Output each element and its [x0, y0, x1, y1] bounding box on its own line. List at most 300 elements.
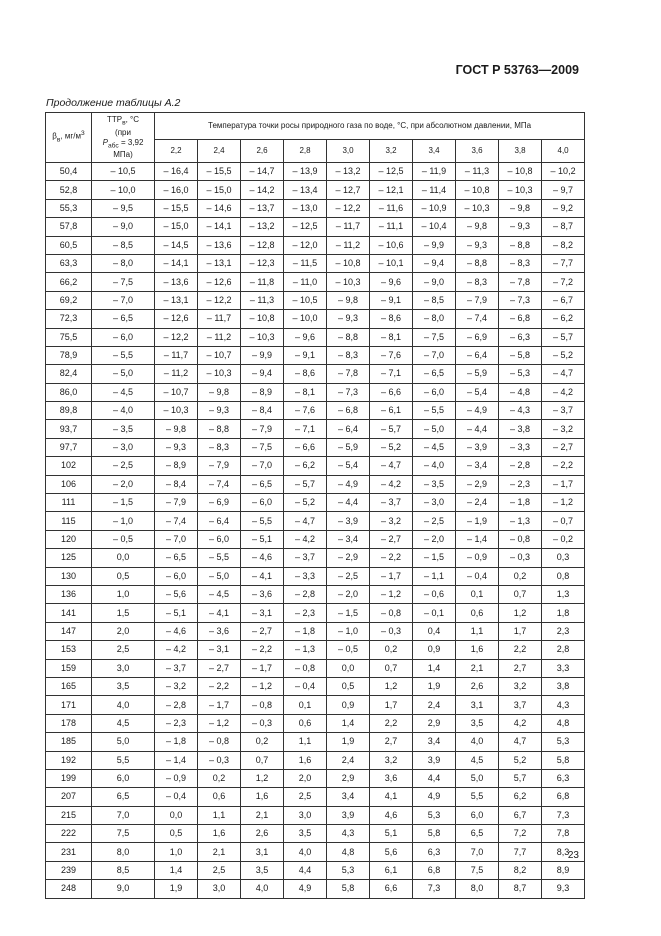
dew-point-cell: – 6,1: [370, 402, 413, 420]
dew-point-cell: 2,8: [542, 641, 585, 659]
dew-point-cell: 6,6: [370, 880, 413, 898]
pressure-header-cell: 4,0: [542, 140, 585, 163]
dew-point-cell: – 10,2: [542, 163, 585, 181]
dew-point-cell: – 13,4: [284, 181, 327, 199]
dew-point-cell: – 2,0: [327, 585, 370, 603]
dew-point-cell: – 4,0: [413, 457, 456, 475]
dew-point-cell: – 6,0: [413, 383, 456, 401]
dew-point-cell: 0,2: [499, 567, 542, 585]
dew-point-cell: – 4,2: [370, 475, 413, 493]
dew-point-cell: – 5,0: [413, 420, 456, 438]
dew-point-cell: – 9,3: [456, 236, 499, 254]
concentration-cell: 248: [46, 880, 92, 898]
hydrate-temperature-cell: – 0,5: [92, 530, 155, 548]
dew-point-cell: 2,5: [198, 861, 241, 879]
dew-point-cell: 8,7: [499, 880, 542, 898]
pressure-header-cell: 2,8: [284, 140, 327, 163]
table-row: [46, 641, 585, 659]
hydrate-temperature-cell: – 1,0: [92, 512, 155, 530]
table-row: [46, 402, 585, 420]
dew-point-cell: – 10,5: [284, 291, 327, 309]
hydrate-temperature-cell: – 7,0: [92, 291, 155, 309]
dew-point-cell: – 10,3: [499, 181, 542, 199]
dew-point-cell: – 10,3: [327, 273, 370, 291]
hydrate-temperature-cell: 5,5: [92, 751, 155, 769]
dew-point-cell: 4,3: [542, 696, 585, 714]
hydrate-temperature-cell: 8,0: [92, 843, 155, 861]
concentration-cell: 136: [46, 585, 92, 603]
dew-point-cell: – 5,6: [155, 585, 198, 603]
dew-point-cell: 7,3: [542, 806, 585, 824]
hydrate-temperature-cell: – 10,5: [92, 163, 155, 181]
dew-point-cell: – 6,6: [284, 438, 327, 456]
dew-point-cell: – 7,4: [155, 512, 198, 530]
dew-point-cell: – 10,8: [241, 310, 284, 328]
dew-point-cell: 3,3: [542, 659, 585, 677]
dew-point-cell: 1,6: [241, 788, 284, 806]
dew-point-cell: – 7,9: [198, 457, 241, 475]
dew-point-cell: 1,2: [241, 769, 284, 787]
table-row: [46, 254, 585, 272]
dew-point-cell: 0,5: [327, 677, 370, 695]
dew-point-cell: – 0,8: [499, 530, 542, 548]
dew-point-cell: – 6,8: [327, 402, 370, 420]
dew-point-cell: – 3,1: [198, 641, 241, 659]
concentration-cell: 178: [46, 714, 92, 732]
table-row: [46, 383, 585, 401]
dew-point-cell: 3,5: [284, 825, 327, 843]
dew-point-cell: 2,1: [241, 806, 284, 824]
pressure-header-cell: 3,0: [327, 140, 370, 163]
dew-point-cell: – 1,3: [284, 641, 327, 659]
dew-point-cell: – 8,5: [413, 291, 456, 309]
dew-point-cell: – 7,4: [456, 310, 499, 328]
dew-point-cell: 6,3: [413, 843, 456, 861]
dew-point-cell: 0,6: [198, 788, 241, 806]
dew-point-cell: – 3,9: [327, 512, 370, 530]
hydrate-temperature-cell: 0,0: [92, 549, 155, 567]
dew-point-cell: – 3,2: [370, 512, 413, 530]
dew-point-cell: 1,7: [499, 622, 542, 640]
dew-point-cell: – 12,2: [155, 328, 198, 346]
dew-point-cell: – 3,3: [499, 438, 542, 456]
table-row: [46, 181, 585, 199]
hydrate-temperature-cell: 6,5: [92, 788, 155, 806]
dew-point-cell: 2,6: [241, 825, 284, 843]
dew-point-cell: – 10,6: [370, 236, 413, 254]
table-row: [46, 604, 585, 622]
concentration-cell: 63,3: [46, 254, 92, 272]
dew-point-cell: – 5,1: [241, 530, 284, 548]
dew-point-cell: – 6,6: [370, 383, 413, 401]
dew-point-cell: – 1,2: [370, 585, 413, 603]
dew-point-cell: – 4,2: [155, 641, 198, 659]
dew-point-cell: – 7,8: [499, 273, 542, 291]
dew-point-cell: 1,4: [327, 714, 370, 732]
dew-point-cell: – 4,7: [542, 365, 585, 383]
table-row: [46, 659, 585, 677]
dew-point-cell: 0,2: [370, 641, 413, 659]
hydrate-temperature-cell: 8,5: [92, 861, 155, 879]
dew-point-cell: – 6,7: [542, 291, 585, 309]
table-row: [46, 494, 585, 512]
dew-point-cell: – 8,1: [370, 328, 413, 346]
dew-point-cell: – 5,5: [413, 402, 456, 420]
concentration-cell: 102: [46, 457, 92, 475]
dew-point-cell: – 5,2: [370, 438, 413, 456]
dew-point-cell: – 4,9: [456, 402, 499, 420]
dew-point-cell: – 9,3: [499, 218, 542, 236]
table-row: [46, 273, 585, 291]
page-number: 23: [567, 850, 579, 861]
dew-point-cell: 6,8: [413, 861, 456, 879]
dew-point-cell: – 7,1: [370, 365, 413, 383]
hydrate-temperature-cell: 0,5: [92, 567, 155, 585]
dew-point-cell: – 2,9: [456, 475, 499, 493]
dew-point-cell: – 1,7: [198, 696, 241, 714]
dew-point-cell: – 12,1: [370, 181, 413, 199]
table-row: [46, 696, 585, 714]
dew-point-cell: – 6,2: [284, 457, 327, 475]
hydrate-temperature-cell: 1,0: [92, 585, 155, 603]
dew-point-cell: 6,3: [542, 769, 585, 787]
dew-point-cell: – 9,8: [499, 199, 542, 217]
hydrate-temperature-cell: – 2,0: [92, 475, 155, 493]
dew-point-cell: – 11,3: [456, 163, 499, 181]
dew-point-cell: 0,4: [413, 622, 456, 640]
dew-point-cell: – 4,7: [370, 457, 413, 475]
dew-point-cell: – 15,5: [155, 199, 198, 217]
dew-point-cell: 0,7: [499, 585, 542, 603]
concentration-cell: 69,2: [46, 291, 92, 309]
dew-point-cell: 5,3: [542, 733, 585, 751]
dew-point-cell: – 1,4: [155, 751, 198, 769]
dew-point-cell: – 2,3: [284, 604, 327, 622]
dew-point-cell: – 11,8: [241, 273, 284, 291]
table-row: [46, 788, 585, 806]
dew-point-cell: – 2,9: [327, 549, 370, 567]
dew-point-cell: – 9,8: [456, 218, 499, 236]
dew-point-cell: – 7,1: [284, 420, 327, 438]
table-row: [46, 199, 585, 217]
dew-point-cell: 5,3: [327, 861, 370, 879]
dew-point-cell: 3,5: [241, 861, 284, 879]
table-row: [46, 622, 585, 640]
concentration-cell: 147: [46, 622, 92, 640]
dew-point-cell: – 12,2: [198, 291, 241, 309]
concentration-cell: 159: [46, 659, 92, 677]
dew-point-cell: – 8,9: [155, 457, 198, 475]
dew-point-cell: – 8,8: [499, 236, 542, 254]
dew-point-cell: – 1,7: [542, 475, 585, 493]
dew-point-cell: – 9,1: [284, 346, 327, 364]
dew-point-cell: 4,7: [499, 733, 542, 751]
concentration-cell: 141: [46, 604, 92, 622]
dew-point-cell: – 14,7: [241, 163, 284, 181]
hydrate-temperature-cell: – 5,5: [92, 346, 155, 364]
table-row: [46, 310, 585, 328]
dew-point-cell: – 14,1: [155, 254, 198, 272]
dew-point-cell: – 0,4: [456, 567, 499, 585]
dew-point-cell: – 6,2: [542, 310, 585, 328]
concentration-cell: 171: [46, 696, 92, 714]
hydrate-temperature-cell: – 10,0: [92, 181, 155, 199]
table-row: [46, 530, 585, 548]
dew-point-cell: – 1,8: [155, 733, 198, 751]
dew-point-cell: – 11,5: [284, 254, 327, 272]
dew-point-cell: – 5,3: [499, 365, 542, 383]
dew-point-cell: 5,2: [499, 751, 542, 769]
dew-point-cell: – 6,8: [499, 310, 542, 328]
dew-point-cell: 3,8: [542, 677, 585, 695]
dew-point-cell: – 12,5: [284, 218, 327, 236]
pressure-header-cell: 3,8: [499, 140, 542, 163]
dew-point-cell: – 11,7: [198, 310, 241, 328]
dew-point-cell: – 3,6: [198, 622, 241, 640]
dew-point-cell: – 8,9: [241, 383, 284, 401]
dew-point-cell: 7,5: [456, 861, 499, 879]
dew-point-cell: – 9,8: [198, 383, 241, 401]
dew-point-cell: – 13,6: [155, 273, 198, 291]
dew-point-cell: – 5,7: [542, 328, 585, 346]
dew-point-cell: – 9,8: [155, 420, 198, 438]
concentration-cell: 115: [46, 512, 92, 530]
dew-point-cell: – 4,6: [241, 549, 284, 567]
concentration-cell: 125: [46, 549, 92, 567]
dew-point-cell: 2,5: [284, 788, 327, 806]
dew-point-cell: – 12,7: [327, 181, 370, 199]
hydrate-temperature-cell: – 1,5: [92, 494, 155, 512]
dew-point-cell: – 5,9: [327, 438, 370, 456]
dew-point-cell: – 3,7: [370, 494, 413, 512]
dew-point-cell: – 6,4: [456, 346, 499, 364]
dew-point-cell: – 4,9: [327, 475, 370, 493]
hydrate-temperature-cell: 6,0: [92, 769, 155, 787]
dew-point-cell: – 0,8: [284, 659, 327, 677]
concentration-cell: 165: [46, 677, 92, 695]
dew-point-cell: – 1,7: [241, 659, 284, 677]
dew-point-cell: 2,9: [413, 714, 456, 732]
dew-point-cell: – 6,9: [198, 494, 241, 512]
dew-point-cell: 0,1: [456, 585, 499, 603]
dew-point-cell: 5,6: [370, 843, 413, 861]
dew-point-cell: 1,9: [327, 733, 370, 751]
dew-point-cell: – 11,9: [413, 163, 456, 181]
dew-point-cell: – 2,8: [155, 696, 198, 714]
dew-point-cell: 7,7: [499, 843, 542, 861]
dew-point-cell: 3,9: [413, 751, 456, 769]
hydrate-temperature-cell: 9,0: [92, 880, 155, 898]
dew-point-cell: 1,3: [542, 585, 585, 603]
dew-point-cell: 5,8: [542, 751, 585, 769]
concentration-column-header: $\beta_в$, $мг/м^3$: [46, 113, 92, 163]
dew-point-cell: 0,6: [456, 604, 499, 622]
dew-point-cell: – 5,7: [370, 420, 413, 438]
dew-point-cell: – 14,1: [198, 218, 241, 236]
hydrate-temperature-cell: 7,5: [92, 825, 155, 843]
dew-point-cell: 1,1: [198, 806, 241, 824]
dew-point-cell: 4,4: [284, 861, 327, 879]
dew-point-cell: – 8,2: [542, 236, 585, 254]
dew-point-cell: – 8,4: [155, 475, 198, 493]
dew-point-cell: – 3,6: [241, 585, 284, 603]
concentration-cell: 66,2: [46, 273, 92, 291]
dew-point-cell: – 0,3: [370, 622, 413, 640]
dew-point-cell: – 3,2: [155, 677, 198, 695]
dew-point-cell: 3,5: [456, 714, 499, 732]
dew-point-cell: 2,3: [542, 622, 585, 640]
concentration-cell: 231: [46, 843, 92, 861]
concentration-cell: 50,4: [46, 163, 92, 181]
dew-point-cell: 4,0: [284, 843, 327, 861]
dew-point-cell: 3,2: [499, 677, 542, 695]
dew-point-cell: – 8,8: [198, 420, 241, 438]
dew-point-cell: – 8,7: [542, 218, 585, 236]
hydrate-temperature-cell: – 8,5: [92, 236, 155, 254]
dew-point-cell: – 10,7: [198, 346, 241, 364]
dew-point-cell: – 10,3: [241, 328, 284, 346]
dew-point-cell: 2,1: [456, 659, 499, 677]
dew-point-cell: – 10,4: [413, 218, 456, 236]
dew-point-cell: – 3,5: [413, 475, 456, 493]
dew-point-cell: – 3,7: [284, 549, 327, 567]
dew-point-cell: – 10,8: [327, 254, 370, 272]
dew-point-cell: – 7,3: [327, 383, 370, 401]
dew-point-cell: 4,6: [370, 806, 413, 824]
dew-point-cell: – 14,5: [155, 236, 198, 254]
dew-point-cell: – 10,7: [155, 383, 198, 401]
dew-point-cell: – 7,9: [155, 494, 198, 512]
dew-point-cell: 4,4: [413, 769, 456, 787]
dew-point-cell: – 3,1: [241, 604, 284, 622]
dew-point-cell: 3,1: [241, 843, 284, 861]
dew-point-cell: 6,8: [542, 788, 585, 806]
dew-point-cell: 0,5: [155, 825, 198, 843]
dew-point-cell: – 14,6: [198, 199, 241, 217]
dew-point-cell: – 0,8: [370, 604, 413, 622]
dew-point-cell: – 6,0: [155, 567, 198, 585]
dew-point-cell: – 11,2: [327, 236, 370, 254]
dew-point-cell: 6,2: [499, 788, 542, 806]
dew-point-cell: – 4,5: [413, 438, 456, 456]
pressure-header-cell: 2,4: [198, 140, 241, 163]
dew-point-cell: – 3,4: [456, 457, 499, 475]
dew-point-cell: – 9,9: [241, 346, 284, 364]
dew-point-cell: – 0,8: [198, 733, 241, 751]
dew-point-cell: – 2,5: [327, 567, 370, 585]
dew-point-cell: – 11,7: [327, 218, 370, 236]
concentration-cell: 89,8: [46, 402, 92, 420]
dew-point-cell: 4,0: [456, 733, 499, 751]
dew-point-cell: – 3,0: [413, 494, 456, 512]
dew-point-cell: – 4,4: [327, 494, 370, 512]
dew-point-cell: – 7,5: [413, 328, 456, 346]
dew-point-cell: 3,0: [198, 880, 241, 898]
hydrate-temperature-cell: 4,5: [92, 714, 155, 732]
dew-point-cell: 5,8: [327, 880, 370, 898]
dew-point-cell: 0,0: [327, 659, 370, 677]
dew-point-cell: – 5,5: [198, 549, 241, 567]
dew-point-group-header: Температура точки росы природного газа по воде, °С, при абсолютном давлении, МПа: [155, 113, 585, 140]
dew-point-cell: 0,9: [327, 696, 370, 714]
dew-point-cell: – 2,7: [241, 622, 284, 640]
dew-point-cell: – 5,2: [542, 346, 585, 364]
dew-point-cell: – 8,3: [198, 438, 241, 456]
dew-point-cell: 4,5: [456, 751, 499, 769]
dew-point-cell: 0,3: [542, 549, 585, 567]
dew-point-cell: 1,4: [413, 659, 456, 677]
dew-point-cell: 8,0: [456, 880, 499, 898]
dew-point-cell: – 11,4: [413, 181, 456, 199]
dew-point-cell: – 16,0: [155, 181, 198, 199]
dew-point-cell: 4,8: [542, 714, 585, 732]
table-row: [46, 567, 585, 585]
hydrate-temperature-cell: 3,5: [92, 677, 155, 695]
dew-point-cell: – 16,4: [155, 163, 198, 181]
table-caption: Продолжение таблицы А.2: [46, 97, 181, 109]
dew-point-cell: – 6,0: [198, 530, 241, 548]
dew-point-cell: – 0,8: [241, 696, 284, 714]
hydrate-temperature-cell: – 8,0: [92, 254, 155, 272]
dew-point-cell: – 3,3: [284, 567, 327, 585]
dew-point-cell: – 15,0: [155, 218, 198, 236]
dew-point-cell: – 4,1: [241, 567, 284, 585]
dew-point-cell: – 0,4: [155, 788, 198, 806]
dew-point-cell: 3,2: [370, 751, 413, 769]
dew-point-cell: – 5,2: [284, 494, 327, 512]
table-row: [46, 880, 585, 898]
dew-point-cell: 5,1: [370, 825, 413, 843]
dew-point-cell: – 11,7: [155, 346, 198, 364]
dew-point-cell: 2,4: [413, 696, 456, 714]
hydrate-temperature-cell: – 9,0: [92, 218, 155, 236]
dew-point-cell: – 10,3: [198, 365, 241, 383]
dew-point-cell: – 9,3: [327, 310, 370, 328]
dew-point-cell: – 4,8: [499, 383, 542, 401]
dew-point-cell: – 1,5: [413, 549, 456, 567]
dew-point-cell: – 8,3: [499, 254, 542, 272]
dew-point-cell: – 7,3: [499, 291, 542, 309]
dew-point-cell: – 13,2: [327, 163, 370, 181]
dew-point-cell: 5,0: [456, 769, 499, 787]
dew-point-cell: – 1,2: [542, 494, 585, 512]
table-row: [46, 365, 585, 383]
hydrate-temperature-cell: 2,5: [92, 641, 155, 659]
dew-point-cell: – 4,6: [155, 622, 198, 640]
dew-point-cell: – 1,2: [241, 677, 284, 695]
dew-point-cell: 0,7: [370, 659, 413, 677]
dew-point-cell: 1,6: [456, 641, 499, 659]
dew-point-cell: – 6,5: [241, 475, 284, 493]
dew-point-cell: – 8,4: [241, 402, 284, 420]
dew-point-cell: – 9,3: [155, 438, 198, 456]
dew-point-cell: – 3,7: [155, 659, 198, 677]
dew-point-cell: – 2,8: [499, 457, 542, 475]
dew-point-cell: 1,2: [370, 677, 413, 695]
dew-point-cell: – 13,2: [241, 218, 284, 236]
dew-point-cell: – 6,4: [198, 512, 241, 530]
dew-point-cell: 0,2: [198, 769, 241, 787]
dew-point-cell: – 10,8: [499, 163, 542, 181]
dew-point-cell: – 4,3: [499, 402, 542, 420]
concentration-cell: 60,5: [46, 236, 92, 254]
table-row: [46, 861, 585, 879]
concentration-cell: 199: [46, 769, 92, 787]
dew-point-cell: 7,3: [413, 880, 456, 898]
dew-point-cell: – 1,3: [499, 512, 542, 530]
concentration-cell: 222: [46, 825, 92, 843]
dew-point-cell: – 2,3: [155, 714, 198, 732]
